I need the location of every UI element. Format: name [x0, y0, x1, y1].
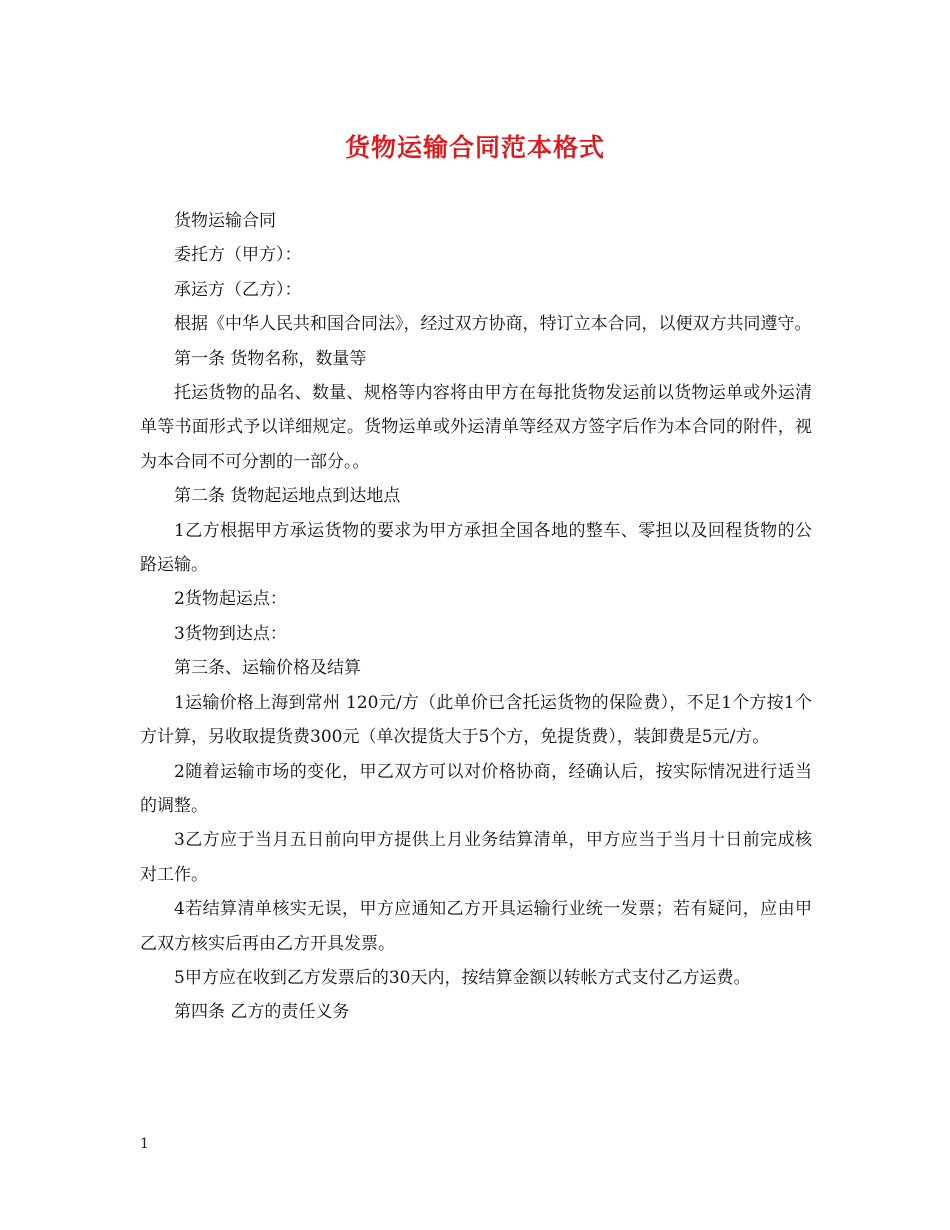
section-heading-article-1: 第一条 货物名称，数量等 [174, 348, 367, 369]
document-body [140, 204, 812, 1030]
document-title: 货物运输合同范本格式 [344, 133, 605, 162]
paragraph-article-2-item-3: 3货物到达点： [174, 623, 287, 644]
paragraph-party-a: 委托方（甲方）： [174, 245, 302, 266]
paragraph-article-3-item-1: 1运输价格上海到常州 120元/方（此单价已含托运货物的保险费），不足1个方按1个方计算，另收取提货费300元（单次提货大于5个方，免提货费），装卸费是5元/方。 [140, 692, 812, 748]
page-number: 1 [140, 1136, 149, 1152]
section-heading-article-4: 第四条 乙方的责任义务 [174, 1002, 350, 1023]
paragraph-article-3-item-3: 3乙方应于当月五日前向甲方提供上月业务结算清单，甲方应当于当月十日前完成核对工作。 [140, 830, 812, 885]
paragraph-article-1-body: 托运货物的品名、数量、规格等内容将由甲方在每批货物发运前以货物运单或外运清单等书面形式予以详细规定。货物运单或外运清单等经双方签字后作为本合同的附件，视为本合同不可分割的一部分。。 [140, 383, 812, 472]
section-heading-article-2: 第二条 货物起运地点到达地点 [174, 486, 401, 507]
paragraph-preamble: 根据《中华人民共和国合同法》，经过双方协商，特订立本合同，以便双方共同遵守。 [174, 314, 812, 335]
paragraph-article-3-item-4: 4若结算清单核实无误，甲方应通知乙方开具运输行业统一发票；若有疑问，应由甲乙双方核实后再由乙方开具发票。 [140, 899, 812, 954]
paragraph-article-3-item-5: 5甲方应在收到乙方发票后的30天内，按结算金额以转帐方式支付乙方运费。 [174, 967, 751, 988]
paragraph-contract-heading: 货物运输合同 [174, 211, 276, 231]
paragraph-article-3-item-2: 2随着运输市场的变化，甲乙双方可以对价格协商，经确认后，按实际情况进行适当的调整。 [140, 761, 812, 816]
paragraph-party-b: 承运方（乙方）： [174, 279, 302, 300]
paragraph-article-2-item-2: 2货物起运点： [174, 589, 287, 610]
paragraph-article-2-item-1: 1乙方根据甲方承运货物的要求为甲方承担全国各地的整车、零担以及回程货物的公路运输。 [140, 520, 812, 576]
section-heading-article-3: 第三条、运输价格及结算 [174, 658, 361, 679]
